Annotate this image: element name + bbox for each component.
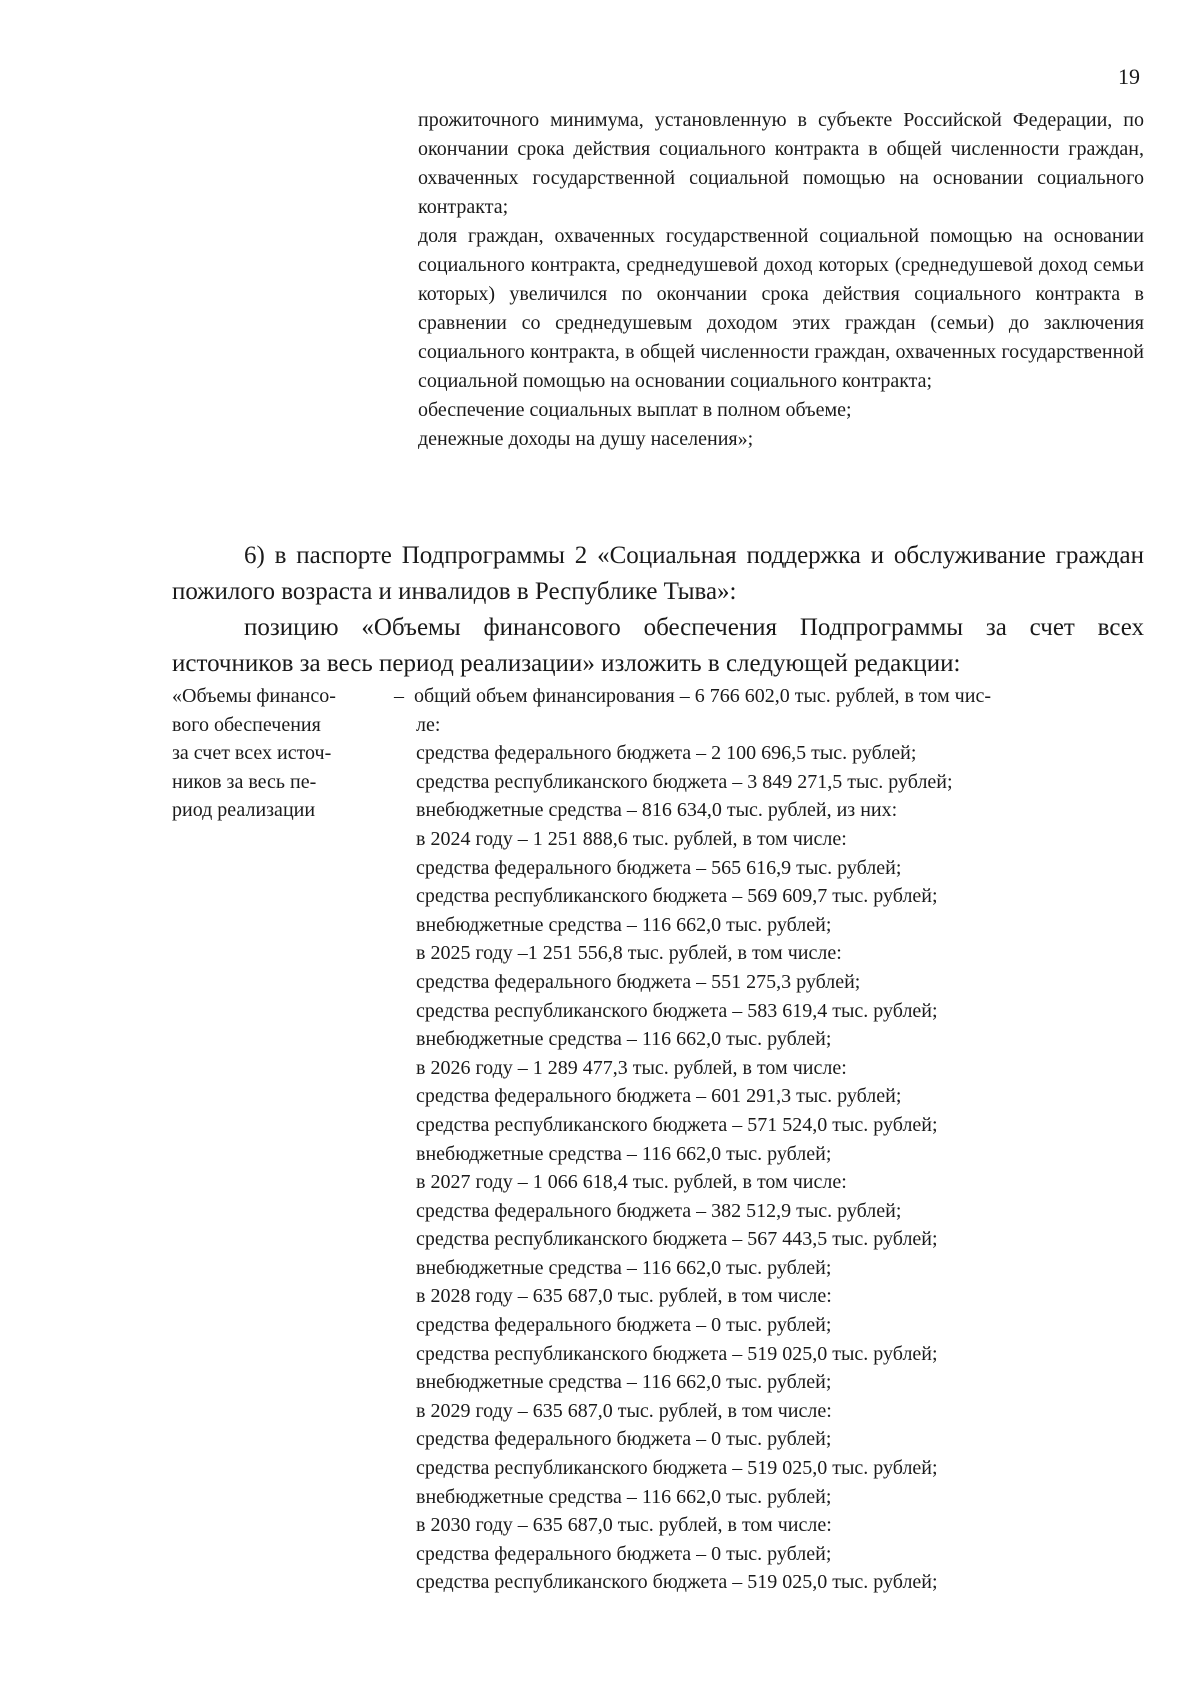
financing-line: средства федерального бюджета – 0 тыс. рублей; <box>416 1314 832 1337</box>
label-line: вого обеспечения <box>172 713 321 736</box>
financing-line: средства федерального бюджета – 0 тыс. рублей; <box>416 1542 832 1565</box>
financing-line: в 2028 году – 635 687,0 тыс. рублей, в том числе: <box>416 1285 832 1308</box>
passport-dash: – <box>394 685 404 707</box>
financing-line: средства федерального бюджета – 565 616,9 тыс. рублей; <box>416 856 902 879</box>
label-line: «Объемы финансо- <box>172 685 336 707</box>
indicators-list <box>418 106 1144 454</box>
financing-line: в 2029 году – 635 687,0 тыс. рублей, в том числе: <box>416 1399 832 1422</box>
financing-line: внебюджетные средства – 116 662,0 тыс. рублей; <box>416 1371 832 1394</box>
financing-line: внебюджетные средства – 116 662,0 тыс. рублей; <box>416 1142 832 1165</box>
financing-line: в 2027 году – 1 066 618,4 тыс. рублей, в том числе: <box>416 1171 847 1194</box>
indicator-paragraph: доля граждан, охваченных государственной социальной помощью на основании социального контракта, среднедушевой доход которых (среднедушевой доход семьи которых) увеличился по окончании срока действия социального контракта в сравнении со среднедушевым доходом этих граждан (семьи) до заключения социального контракта, в общей численности граждан, охваченных государственной социальной помощью на основании социального контракта; <box>418 225 1144 392</box>
financing-line: средства федерального бюджета – 601 291,3 тыс. рублей; <box>416 1085 902 1108</box>
label-line: ников за весь пе- <box>172 770 317 793</box>
financing-line: в 2026 году – 1 289 477,3 тыс. рублей, в том числе: <box>416 1056 847 1079</box>
financing-line: в 2025 году –1 251 556,8 тыс. рублей, в том числе: <box>416 942 842 965</box>
financing-line: средства республиканского бюджета – 519 025,0 тыс. рублей; <box>416 1571 938 1594</box>
passport-position-label <box>172 682 368 825</box>
label-line: за счет всех источ- <box>172 742 332 765</box>
indicator-paragraph: денежные доходы на душу населения»; <box>418 428 754 450</box>
financing-line: средства республиканского бюджета – 583 619,4 тыс. рублей; <box>416 999 938 1022</box>
financing-line: средства федерального бюджета – 551 275,3 рублей; <box>416 970 861 993</box>
total-financing-line-cont: ле: <box>416 713 441 736</box>
indicator-paragraph: обеспечение социальных выплат в полном объеме; <box>418 399 852 421</box>
financing-lines <box>416 739 1144 1597</box>
financing-line: средства республиканского бюджета – 519 025,0 тыс. рублей; <box>416 1457 938 1480</box>
amendment-item-6: 6) в паспорте Подпрограммы 2 «Социальная поддержка и обслуживание граждан пожилого возраста и инвалидов в Республике Тыва»: <box>172 542 1144 605</box>
financing-line: средства федерального бюджета – 382 512,9 тыс. рублей; <box>416 1199 902 1222</box>
financing-line: средства республиканского бюджета – 569 609,7 тыс. рублей; <box>416 885 938 908</box>
financing-line: средства республиканского бюджета – 3 849 271,5 тыс. рублей; <box>416 770 953 793</box>
financing-line: в 2024 году – 1 251 888,6 тыс. рублей, в том числе: <box>416 827 847 850</box>
financing-line: внебюджетные средства – 816 634,0 тыс. рублей, из них: <box>416 799 898 822</box>
financing-line: средства республиканского бюджета – 519 025,0 тыс. рублей; <box>416 1342 938 1365</box>
financing-line: внебюджетные средства – 116 662,0 тыс. рублей; <box>416 913 832 936</box>
financing-line: внебюджетные средства – 116 662,0 тыс. рублей; <box>416 1028 832 1051</box>
page-number: 19 <box>1118 64 1140 89</box>
financing-line: средства республиканского бюджета – 571 524,0 тыс. рублей; <box>416 1113 938 1136</box>
financing-line: средства федерального бюджета – 2 100 696,5 тыс. рублей; <box>416 742 917 765</box>
total-financing-line: общий объем финансирования – 6 766 602,0 тыс. рублей, в том чис- <box>414 685 991 707</box>
label-line: риод реализации <box>172 799 316 822</box>
financing-line: средства республиканского бюджета – 567 443,5 тыс. рублей; <box>416 1228 938 1251</box>
amendment-instruction: позицию «Объемы финансового обеспечения Подпрограммы за счет всех источников за весь период реализации» изложить в следующей редакции: <box>172 614 1144 677</box>
amendment-section <box>172 538 1144 682</box>
financing-line: средства федерального бюджета – 0 тыс. рублей; <box>416 1428 832 1451</box>
financing-line: в 2030 году – 635 687,0 тыс. рублей, в том числе: <box>416 1514 832 1537</box>
financing-line: внебюджетные средства – 116 662,0 тыс. рублей; <box>416 1485 832 1508</box>
financing-line: внебюджетные средства – 116 662,0 тыс. рублей; <box>416 1256 832 1279</box>
passport-position-value <box>416 682 1144 1597</box>
indicator-paragraph: прожиточного минимума, установленную в субъекте Российской Федерации, по окончании срока действия социального контракта в общей численности граждан, охваченных государственной социальной помощью на основании социального контракта; <box>418 109 1144 218</box>
